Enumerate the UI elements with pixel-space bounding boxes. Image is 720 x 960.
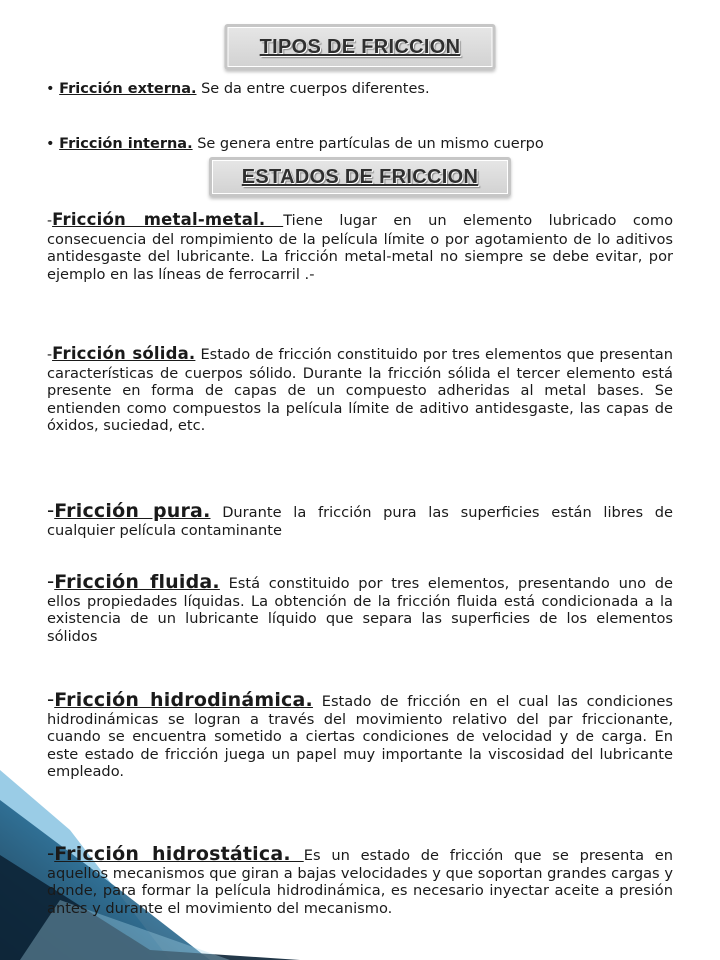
text-fluida: Está constituido por tres elementos, presentando uno de ellos propiedades líquidas. La obtención de la fricción fluida está condicionada a la existencia de un lubricante líquido que separa las superficies de los elementos sólidos: [47, 575, 673, 645]
term-fluida: Fricción fluida.: [54, 571, 220, 593]
title-estados: ESTADOS DE FRICCION: [241, 166, 479, 188]
bullet-marker: •: [46, 81, 55, 97]
estado-metal-metal: [47, 211, 673, 283]
term-metal-metal: Fricción metal-metal.: [52, 210, 284, 229]
text-friccion-externa: Se da entre cuerpos diferentes.: [196, 81, 430, 97]
term-friccion-interna: Fricción interna.: [59, 136, 193, 152]
text-metal-metal: Tiene lugar en un elemento lubricado como consecuencia del rompimiento de la película límite o por agotamiento de lo aditivos antidesgaste del lubricante. La fricción metal-metal no siempre se debe evitar, por ejemplo en las líneas de ferrocarril .-: [47, 212, 673, 283]
title-tipos: TIPOS DE FRICCION: [259, 36, 461, 58]
tipo-item-interna: [46, 134, 686, 154]
dash-marker: -: [47, 498, 55, 522]
term-friccion-externa: Fricción externa.: [59, 81, 197, 97]
bullet-marker: •: [46, 136, 55, 152]
estado-fluida: [47, 569, 673, 645]
term-hidrostatica: Fricción hidrostática.: [54, 843, 304, 865]
dash-marker: -: [47, 213, 53, 229]
text-hidrostatica: Es un estado de fricción que se presenta en aquellos mecanismos que giran a bajas velocidades y que soportan grandes cargas y donde, para formar la película hidrodinámica, es necesario inyectar aceite a presión antes y durante el movimiento del mecanismo.: [47, 847, 673, 917]
dash-marker: -: [47, 347, 53, 363]
term-hidrodinamica: Fricción hidrodinámica.: [54, 689, 313, 711]
estado-solida: [47, 345, 673, 435]
estado-hidrodinamica: [47, 687, 673, 781]
text-friccion-interna: Se genera entre partículas de un mismo cuerpo: [192, 136, 544, 152]
dash-marker: -: [47, 569, 55, 593]
text-solida: Estado de fricción constituido por tres elementos que presentan características de cuerpos sólido. Durante la fricción sólida el tercer elemento está presente en forma de capas de un compuesto adheridas al metal bases. Se entienden como compuestos la película límite de aditivo antidesgaste, las capas de óxidos, suciedad, etc.: [47, 346, 673, 434]
text-pura: Durante la fricción pura las superficies están libres de cualquier película contaminante: [47, 504, 673, 539]
term-pura: Fricción pura.: [54, 500, 211, 522]
dash-marker: -: [47, 841, 55, 865]
term-solida: Fricción sólida.: [52, 344, 196, 363]
tipo-item-externa: [46, 79, 686, 99]
estado-hidrostatica: [47, 841, 673, 917]
title-estados-banner: [209, 157, 511, 197]
text-hidrodinamica: Estado de fricción en el cual las condiciones hidrodinámicas se logran a través del movimiento relativo del par friccionante, cuando se encuentra sometido a ciertas condiciones de velocidad y de carga. En este estado de fricción juega un papel muy importante la viscosidad del lubricante empleado.: [47, 693, 673, 780]
title-tipos-banner: [225, 24, 496, 70]
dash-marker: -: [47, 687, 55, 711]
estado-pura: [47, 498, 673, 539]
